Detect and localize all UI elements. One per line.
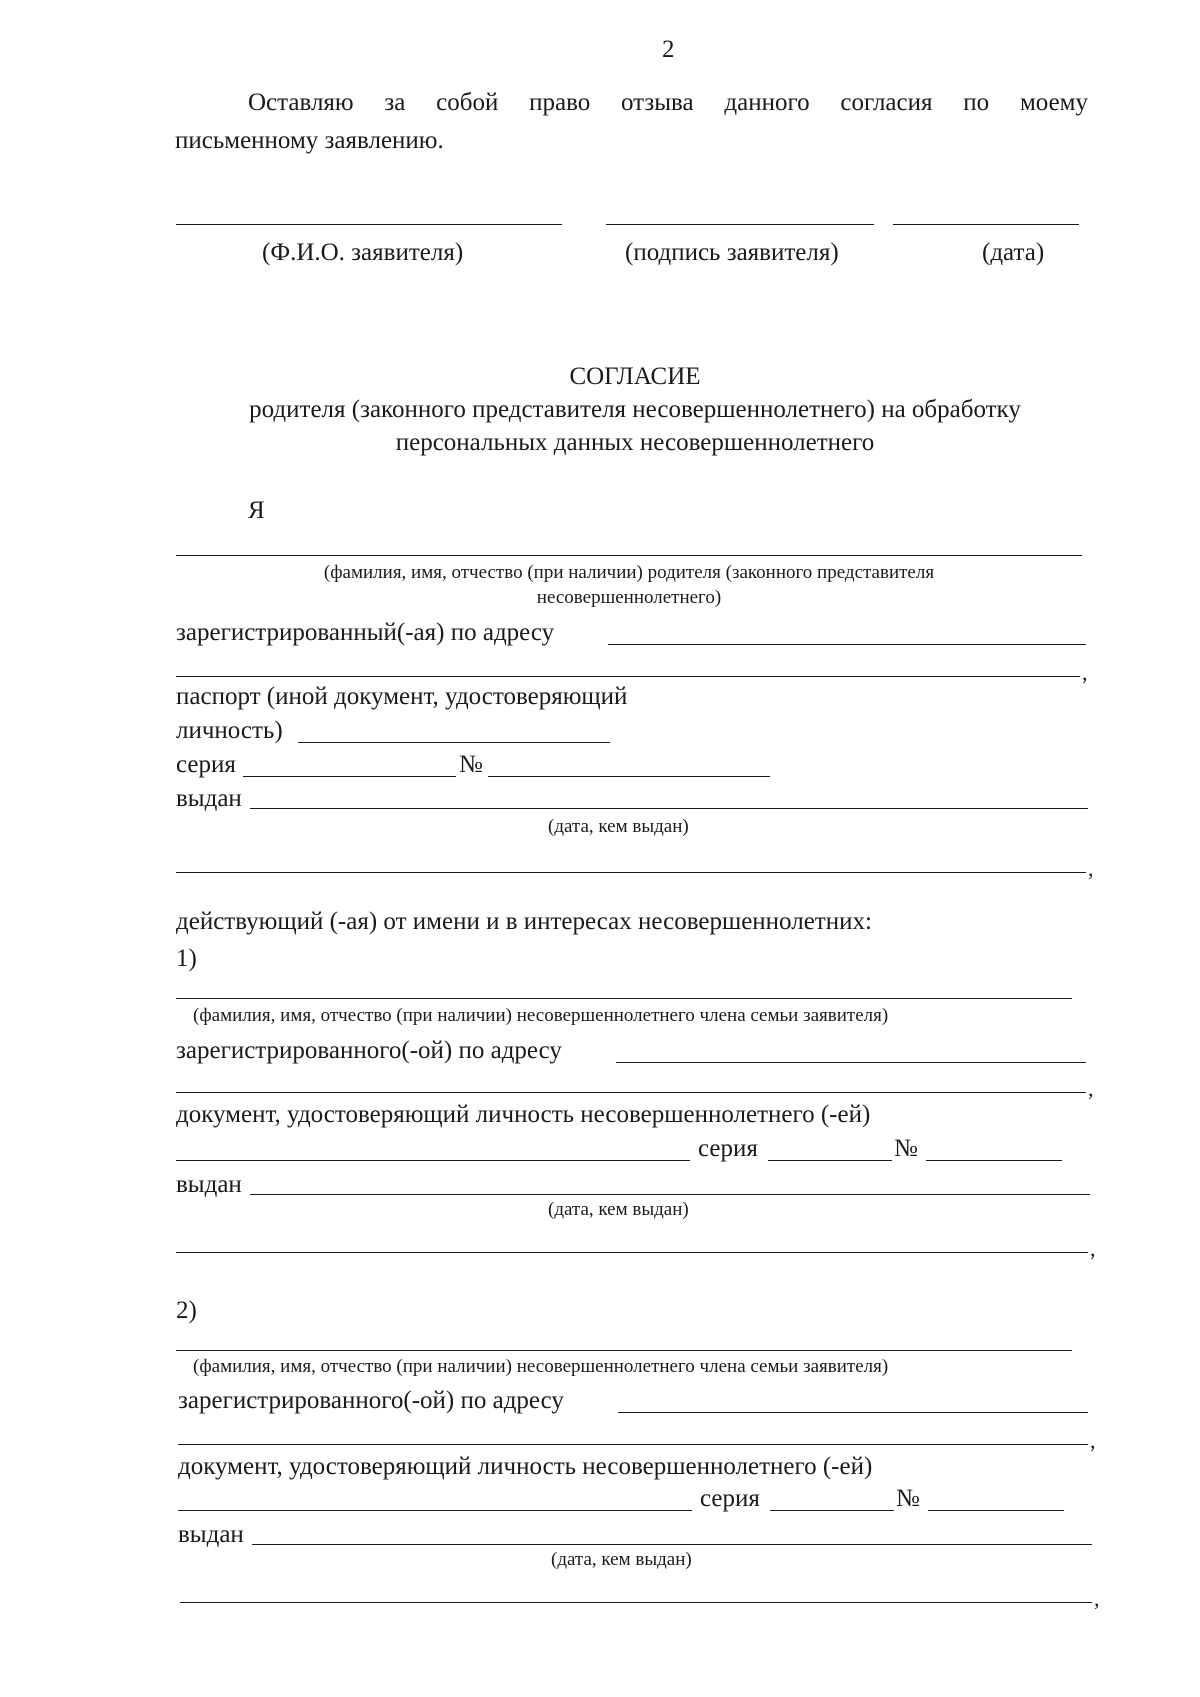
minor-1-fio-caption: (фамилия, имя, отчество (при наличии) несовершеннолетнего члена семьи заявителя)	[193, 1005, 889, 1026]
minor-1-issued-caption: (дата, кем выдан)	[548, 1199, 689, 1220]
minor-2-issued-line[interactable]	[252, 1544, 1092, 1545]
minor-2-address-line-1[interactable]	[618, 1412, 1088, 1413]
parent-issued-caption: (дата, кем выдан)	[548, 816, 689, 837]
minor-2-series-line[interactable]	[770, 1510, 894, 1511]
parent-issued-line-2[interactable]	[176, 872, 1086, 873]
minor-1-series-label: серия	[698, 1135, 758, 1162]
parent-number-line[interactable]	[488, 776, 770, 777]
minor-2-document-line[interactable]	[178, 1510, 692, 1511]
minor-1-document-label: документ, удостоверяющий личность несовершеннолетнего (-ей)	[176, 1101, 871, 1128]
minor-1-registered-label: зарегистрированного(-ой) по адресу	[176, 1037, 562, 1064]
parent-issued-line[interactable]	[250, 808, 1088, 809]
minor-1-address-line-2[interactable]	[176, 1092, 1086, 1093]
i-label: Я	[248, 497, 265, 524]
minor-1-number-line[interactable]	[926, 1160, 1062, 1161]
revocation-line-1: Оставляю за собой право отзыва данного согласия по моему	[248, 89, 1088, 116]
parent-fio-line[interactable]	[176, 555, 1082, 556]
signature-line[interactable]	[606, 224, 874, 225]
parent-address-line-2[interactable]	[176, 676, 1080, 677]
minor-1-series-line[interactable]	[768, 1160, 892, 1161]
passport-label-line-2: личность)	[176, 717, 283, 744]
minor-2-address-line-2[interactable]	[178, 1444, 1088, 1445]
comma: ,	[1094, 1586, 1100, 1611]
comma: ,	[1082, 660, 1088, 685]
passport-label-line-1: паспорт (иной документ, удостоверяющий	[176, 683, 628, 710]
parent-series-line[interactable]	[243, 776, 456, 777]
parent-address-line-1[interactable]	[608, 644, 1086, 645]
minor-2-index: 2)	[176, 1297, 197, 1324]
minor-2-series-label: серия	[700, 1485, 760, 1512]
fio-signature-line[interactable]	[176, 224, 562, 225]
page-number: 2	[662, 36, 675, 63]
comma: ,	[1090, 1428, 1096, 1453]
minor-2-registered-label: зарегистрированного(-ой) по адресу	[178, 1387, 564, 1414]
parent-fio-caption-line-2: несовершеннолетнего)	[536, 587, 722, 608]
minor-2-fio-caption: (фамилия, имя, отчество (при наличии) несовершеннолетнего члена семьи заявителя)	[193, 1356, 889, 1377]
minor-2-fio-line[interactable]	[176, 1350, 1072, 1351]
parent-registered-label: зарегистрированный(-ая) по адресу	[176, 619, 555, 646]
parent-number-label: №	[459, 751, 483, 778]
minor-2-number-label: №	[896, 1485, 920, 1512]
minor-1-number-label: №	[894, 1135, 918, 1162]
date-line[interactable]	[893, 224, 1079, 225]
signature-caption: (подпись заявителя)	[625, 239, 839, 266]
minor-1-document-line[interactable]	[176, 1160, 690, 1161]
comma: ,	[1090, 1236, 1096, 1261]
comma: ,	[1088, 1076, 1094, 1101]
comma: ,	[1088, 856, 1094, 881]
consent-title: СОГЛАСИЕ	[569, 363, 701, 390]
date-caption: (дата)	[982, 239, 1045, 266]
consent-subtitle-line-1: родителя (законного представителя несовершеннолетнего) на обработку	[249, 396, 1021, 423]
fio-caption: (Ф.И.О. заявителя)	[262, 239, 464, 266]
minor-2-number-line[interactable]	[928, 1510, 1064, 1511]
minor-1-address-line-1[interactable]	[616, 1062, 1086, 1063]
revocation-line-2: письменному заявлению.	[175, 127, 444, 154]
parent-issued-label: выдан	[176, 785, 242, 812]
minor-1-index: 1)	[176, 945, 197, 972]
consent-subtitle-line-2: персональных данных несовершеннолетнего	[395, 429, 875, 456]
minor-1-issued-line[interactable]	[250, 1194, 1090, 1195]
parent-series-label: серия	[176, 751, 236, 778]
minor-2-issued-line-2[interactable]	[180, 1602, 1092, 1603]
parent-fio-caption-line-1: (фамилия, имя, отчество (при наличии) родителя (законного представителя	[323, 562, 935, 583]
minor-2-issued-label: выдан	[178, 1521, 244, 1548]
minor-2-issued-caption: (дата, кем выдан)	[551, 1549, 692, 1570]
passport-type-line[interactable]	[298, 742, 610, 743]
minor-1-fio-line[interactable]	[176, 998, 1072, 999]
minor-2-document-label: документ, удостоверяющий личность несовершеннолетнего (-ей)	[178, 1453, 873, 1480]
acting-label: действующий (-ая) от имени и в интересах несовершеннолетних:	[176, 908, 872, 935]
minor-1-issued-label: выдан	[176, 1171, 242, 1198]
minor-1-issued-line-2[interactable]	[176, 1252, 1088, 1253]
